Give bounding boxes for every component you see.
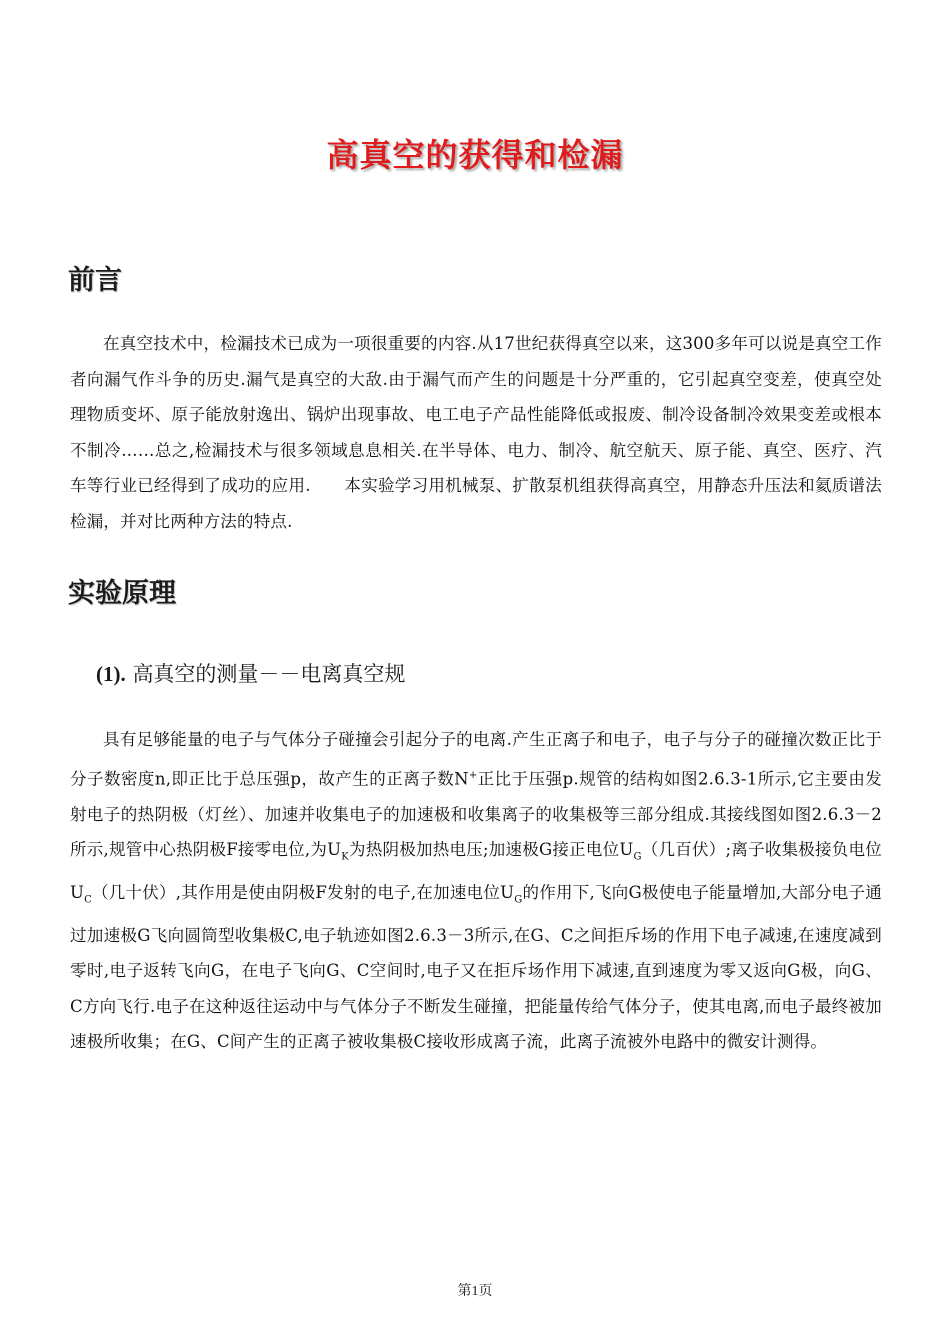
subscript-c: C (84, 894, 92, 906)
principle-text-1: 具有足够能量的电子与气体分子碰撞会引起分子的电离.产生正离子和电子，电子与分子的碰撞次数正比于分子数密度n,即正比于总压强p，故产生的正离子数N (70, 730, 882, 788)
subscript-g: G (633, 851, 642, 863)
superscript-plus: + (468, 769, 478, 781)
preface-paragraph: 在真空技术中，检漏技术已成为一项很重要的内容.从17世纪获得真空以来，这300多年可以说是真空工作者向漏气作斗争的历史.漏气是真空的大敌.由于漏气而产生的问题是十分严重的，它引起真空变差，使真空处理物质变坏、原子能放射逸出、锅炉出现事故、电工电子产品性能降低或报废、制冷设备制冷效果变差或根本不制冷……总之,检漏技术与很多领域息息相关.在半导体、电力、制冷、航空航天、原子能、真空、医疗、汽车等行业已经得到了成功的应用. 本实验学习用机械泵、扩散泵机组获得高真空，用静态升压法和氦质谱法检漏，并对比两种方法的特点. (70, 334, 882, 531)
principle-text-6: 的作用下,飞向G极使电子能量增加,大部分电子通过加速极G飞向圆筒型收集极C,电子轨迹如图2.6.3－3所示,在G、C之间拒斥场的作用下电子减速,在速度减到零时,电子返转飞向G，在电子飞向G、C空间时,电子又在拒斥场作用下减速,直到速度为零又返向G极，向G、C方向飞行.电子在这种返往运动中与气体分子不断发生碰撞，把能量传给气体分子，使其电离,而电子最终被加速极所收集；在G、C间产生的正离子被收集极C接收形成离子流，此离子流被外电路中的微安计测得。 (70, 882, 882, 1052)
subsection-number: (1). (96, 662, 126, 686)
page-number: 第1页 (457, 1284, 493, 1299)
principle-text-5: （几十伏）,其作用是使由阴极F发射的电子,在加速电位U (91, 882, 515, 902)
subsection-title: 高真空的测量－－电离真空规 (132, 662, 406, 686)
principle-text-2: 正比于压强p.规管的结构如图2.6.3-1所示,它主要由发射电子的热阴极（灯丝）、加速并收集电子的加速极和收集离子的收集极等三部分组成.其接线图如图2.6.3－2所示,规管中心热阴极F接零电位,为U (70, 769, 882, 859)
principle-text-4: （几百伏）;离子收集极接负电位U (70, 840, 883, 902)
subscript-k: K (341, 851, 349, 863)
section-heading-principle: 实验原理 (68, 578, 176, 609)
principle-text-3: 为热阴极加热电压;加速极G接正电位U (348, 840, 634, 859)
subsection-heading (96, 658, 405, 688)
section-heading-preface: 前言 (68, 265, 122, 296)
subscript-g: G (514, 894, 523, 906)
principle-paragraph (70, 722, 882, 1060)
document-title: 高真空的获得和检漏 (326, 136, 624, 174)
